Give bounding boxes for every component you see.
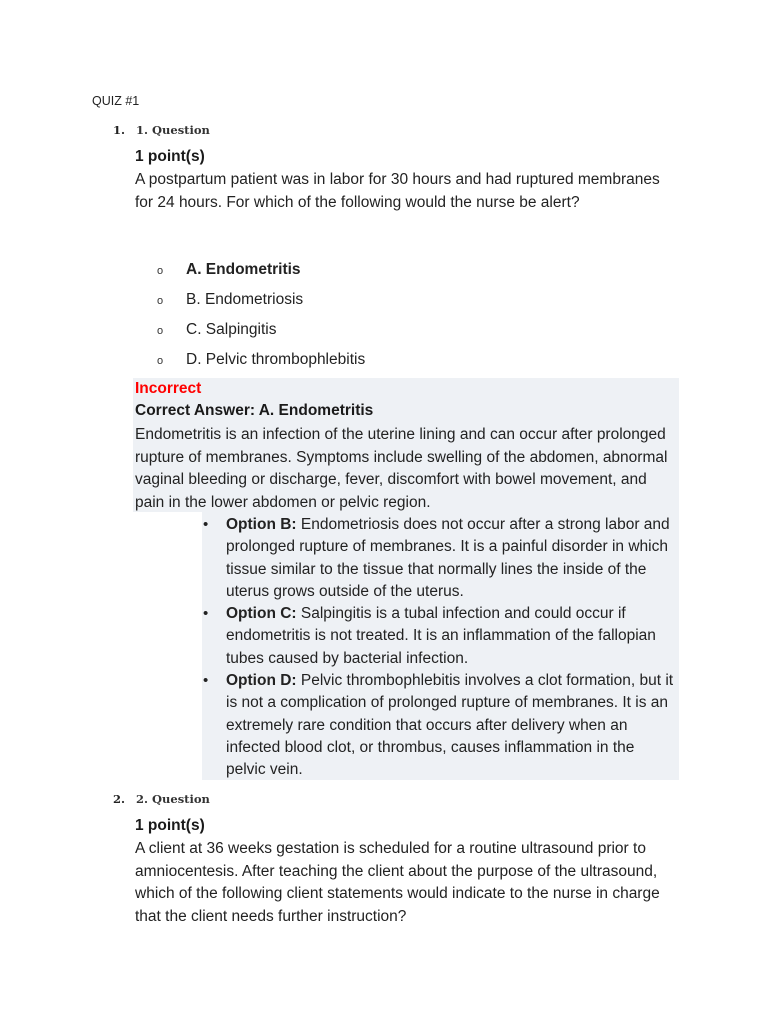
- question-heading: 1. Question: [136, 123, 210, 137]
- question-number: 2.: [113, 792, 126, 806]
- question-points: 1 point(s): [135, 817, 205, 834]
- rationale-item-b: [203, 514, 674, 603]
- bullet-dot-icon: •: [203, 516, 209, 533]
- option-label: A. Endometritis: [186, 261, 301, 278]
- option-label: B. Endometriosis: [186, 291, 304, 308]
- answer-option-a[interactable]: [135, 258, 365, 288]
- explanation-text: Endometritis is an infection of the uterine lining and can occur after prolonged rupture of membranes. Symptoms include swelling of the abdomen, abnormal vaginal bleeding or discharge, fever, discomfort with bowel movement, and pain in the lower abdomen or pelvic region.: [135, 426, 668, 511]
- answer-option-d[interactable]: [135, 348, 365, 378]
- option-label: C. Salpingitis: [186, 321, 277, 338]
- question-number: 1.: [113, 123, 126, 137]
- rationale-text: Salpingitis is a tubal infection and could occur if endometritis is not treated. It is an inflammation of the fallopian tubes caused by bacterial infection.: [226, 605, 656, 667]
- rationale-item-d: [203, 670, 674, 781]
- rationale-item-c: [203, 603, 674, 670]
- circle-bullet-icon: o: [157, 355, 164, 367]
- circle-bullet-icon: o: [157, 265, 164, 277]
- rationale-title: Option C:: [226, 605, 297, 623]
- question-text: A postpartum patient was in labor for 30 hours and had ruptured membranes for 24 hours. For which of the following would the nurse be alert?: [135, 171, 660, 211]
- circle-bullet-icon: o: [157, 325, 164, 337]
- question-heading: 2. Question: [136, 792, 210, 806]
- answer-option-c[interactable]: [135, 318, 365, 348]
- bullet-dot-icon: •: [203, 672, 209, 690]
- circle-bullet-icon: o: [157, 295, 164, 307]
- option-label: D. Pelvic thrombophlebitis: [186, 351, 366, 368]
- rationale-text: Endometriosis does not occur after a strong labor and prolonged rupture of membranes. It is a painful disorder in which tissue similar to the tissue that normally lines the inside of the uterus grows outside of the uterus.: [226, 516, 670, 600]
- question-text: A client at 36 weeks gestation is scheduled for a routine ultrasound prior to amniocentesis. After teaching the client about the purpose of the ultrasound, which of the following client statements would indicate to the nurse in charge that the client needs further instruction?: [135, 840, 660, 925]
- question-points: 1 point(s): [135, 148, 205, 165]
- rationale-text: Pelvic thrombophlebitis involves a clot formation, but it is not a complication of prolonged rupture of membranes. It is an extremely rare condition that occurs after delivery when an infected blood clot, or thrombus, causes inflammation in the pelvic vein.: [226, 672, 674, 779]
- rationale-list: [203, 514, 674, 782]
- rationale-title: Option D:: [226, 672, 297, 690]
- correct-answer: Correct Answer: A. Endometritis: [135, 402, 374, 419]
- result-status: Incorrect: [135, 380, 202, 397]
- bullet-dot-icon: •: [203, 605, 209, 623]
- answer-options: [135, 258, 365, 378]
- answer-option-b[interactable]: [135, 288, 365, 318]
- quiz-title: QUIZ #1: [92, 94, 140, 108]
- rationale-title: Option B:: [226, 516, 297, 533]
